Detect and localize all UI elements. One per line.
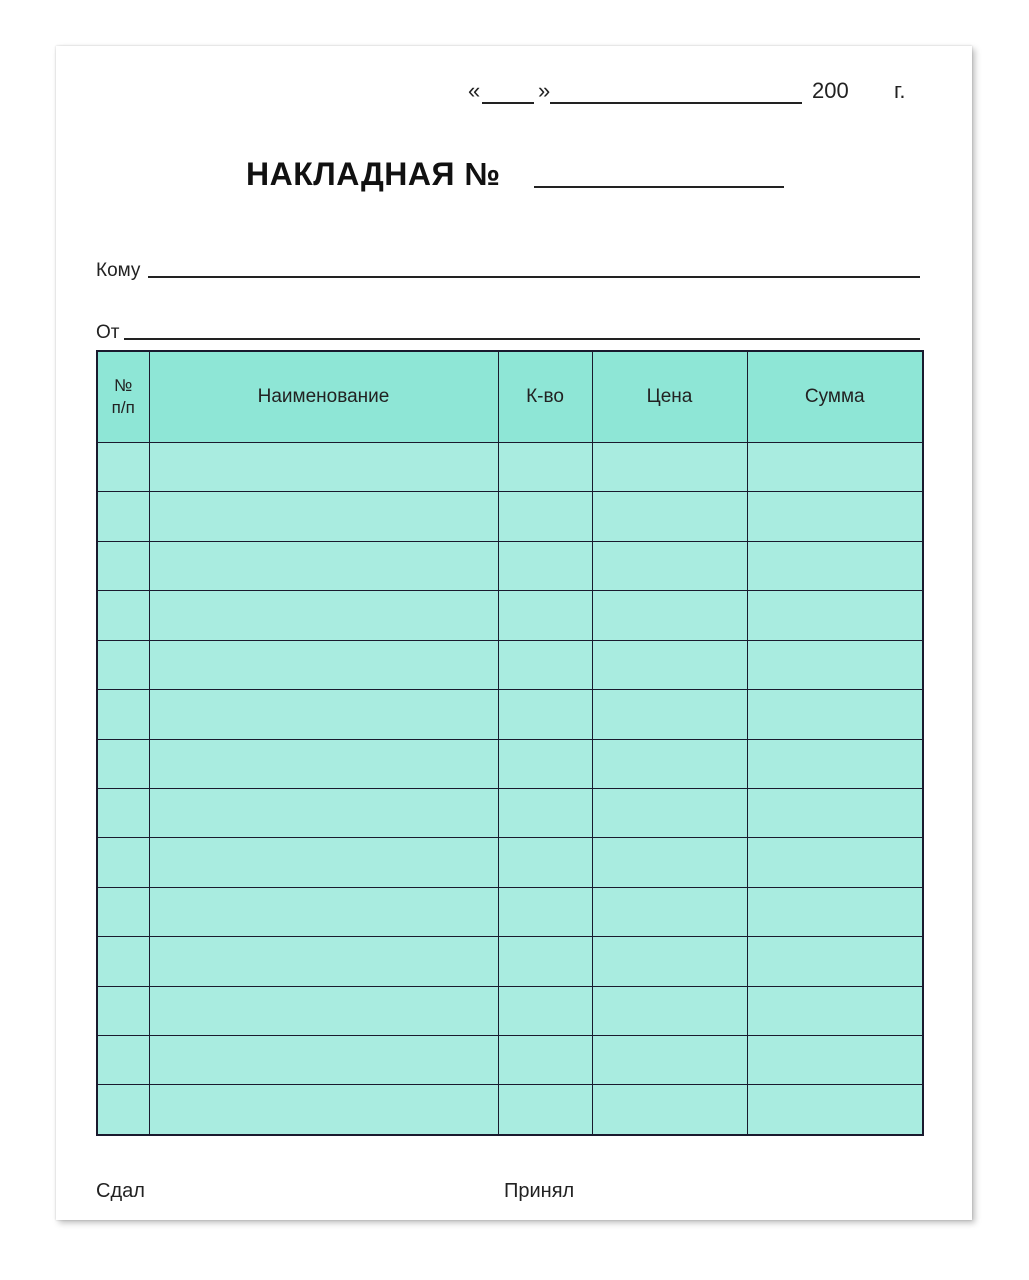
cell-qty[interactable] [498, 986, 592, 1035]
cell-number[interactable] [97, 887, 149, 936]
cell-sum[interactable] [747, 492, 923, 541]
cell-price[interactable] [592, 1085, 747, 1135]
cell-sum[interactable] [747, 591, 923, 640]
cell-number[interactable] [97, 492, 149, 541]
invoice-form-sheet [56, 46, 972, 1220]
handed-over-label: Сдал [96, 1180, 145, 1202]
cell-number[interactable] [97, 986, 149, 1035]
cell-number[interactable] [97, 591, 149, 640]
cell-price[interactable] [592, 443, 747, 492]
cell-qty[interactable] [498, 690, 592, 739]
cell-price[interactable] [592, 986, 747, 1035]
table-row [97, 838, 923, 887]
cell-name[interactable] [149, 937, 498, 986]
cell-name[interactable] [149, 443, 498, 492]
cell-qty[interactable] [498, 1085, 592, 1135]
cell-price[interactable] [592, 541, 747, 590]
cell-price[interactable] [592, 1036, 747, 1085]
header-price: Цена [592, 351, 747, 443]
header-number-sign: № [114, 376, 133, 395]
header-sum: Сумма [747, 351, 923, 443]
cell-qty[interactable] [498, 1036, 592, 1085]
table-row [97, 1085, 923, 1135]
cell-number[interactable] [97, 541, 149, 590]
cell-number[interactable] [97, 1036, 149, 1085]
table-row [97, 591, 923, 640]
table-row [97, 640, 923, 689]
cell-sum[interactable] [747, 1085, 923, 1135]
header-row-number [97, 351, 149, 443]
cell-sum[interactable] [747, 937, 923, 986]
cell-name[interactable] [149, 788, 498, 837]
day-blank[interactable] [482, 78, 534, 104]
cell-name[interactable] [149, 690, 498, 739]
cell-sum[interactable] [747, 541, 923, 590]
month-blank[interactable] [550, 78, 802, 104]
table-row [97, 887, 923, 936]
date-open-quote: « [468, 78, 481, 103]
to-label: Кому [96, 260, 141, 281]
table-row [97, 690, 923, 739]
table-row [97, 788, 923, 837]
cell-price[interactable] [592, 937, 747, 986]
page-title: НАКЛАДНАЯ № [246, 156, 501, 192]
cell-qty[interactable] [498, 788, 592, 837]
table-row [97, 541, 923, 590]
cell-qty[interactable] [498, 492, 592, 541]
date-close-quote: » [538, 78, 551, 103]
date-year: 200 [812, 78, 849, 103]
cell-sum[interactable] [747, 443, 923, 492]
cell-number[interactable] [97, 788, 149, 837]
cell-qty[interactable] [498, 838, 592, 887]
from-label: От [96, 322, 120, 343]
cell-sum[interactable] [747, 690, 923, 739]
from-field[interactable] [124, 318, 920, 340]
cell-qty[interactable] [498, 739, 592, 788]
cell-price[interactable] [592, 739, 747, 788]
cell-qty[interactable] [498, 640, 592, 689]
cell-price[interactable] [592, 838, 747, 887]
cell-name[interactable] [149, 887, 498, 936]
header-name: Наименование [149, 351, 498, 443]
table-row [97, 443, 923, 492]
cell-price[interactable] [592, 788, 747, 837]
cell-name[interactable] [149, 739, 498, 788]
cell-price[interactable] [592, 887, 747, 936]
header-pp: п/п [111, 398, 135, 417]
cell-name[interactable] [149, 640, 498, 689]
table-row [97, 1036, 923, 1085]
cell-sum[interactable] [747, 1036, 923, 1085]
cell-name[interactable] [149, 591, 498, 640]
cell-sum[interactable] [747, 739, 923, 788]
cell-number[interactable] [97, 640, 149, 689]
cell-name[interactable] [149, 492, 498, 541]
table-row [97, 986, 923, 1035]
date-year-suffix: г. [894, 78, 906, 103]
cell-number[interactable] [97, 443, 149, 492]
date-line [468, 78, 948, 108]
cell-number[interactable] [97, 1085, 149, 1135]
cell-sum[interactable] [747, 640, 923, 689]
cell-number[interactable] [97, 937, 149, 986]
cell-qty[interactable] [498, 541, 592, 590]
cell-sum[interactable] [747, 838, 923, 887]
cell-name[interactable] [149, 986, 498, 1035]
table-row [97, 492, 923, 541]
table-row [97, 937, 923, 986]
table-header-row [97, 351, 923, 443]
cell-name[interactable] [149, 1085, 498, 1135]
cell-name[interactable] [149, 838, 498, 887]
header-qty: К-во [498, 351, 592, 443]
cell-number[interactable] [97, 838, 149, 887]
cell-price[interactable] [592, 690, 747, 739]
cell-price[interactable] [592, 640, 747, 689]
received-label: Принял [504, 1180, 575, 1202]
cell-price[interactable] [592, 492, 747, 541]
to-field[interactable] [148, 256, 920, 278]
cell-qty[interactable] [498, 591, 592, 640]
cell-qty[interactable] [498, 443, 592, 492]
cell-qty[interactable] [498, 887, 592, 936]
cell-number[interactable] [97, 690, 149, 739]
table-body [97, 443, 923, 1136]
table-row [97, 739, 923, 788]
items-table [96, 350, 924, 1136]
invoice-number-blank[interactable] [534, 158, 784, 188]
cell-sum[interactable] [747, 986, 923, 1035]
cell-sum[interactable] [747, 887, 923, 936]
cell-number[interactable] [97, 739, 149, 788]
cell-qty[interactable] [498, 937, 592, 986]
cell-price[interactable] [592, 591, 747, 640]
cell-name[interactable] [149, 1036, 498, 1085]
cell-sum[interactable] [747, 788, 923, 837]
cell-name[interactable] [149, 541, 498, 590]
